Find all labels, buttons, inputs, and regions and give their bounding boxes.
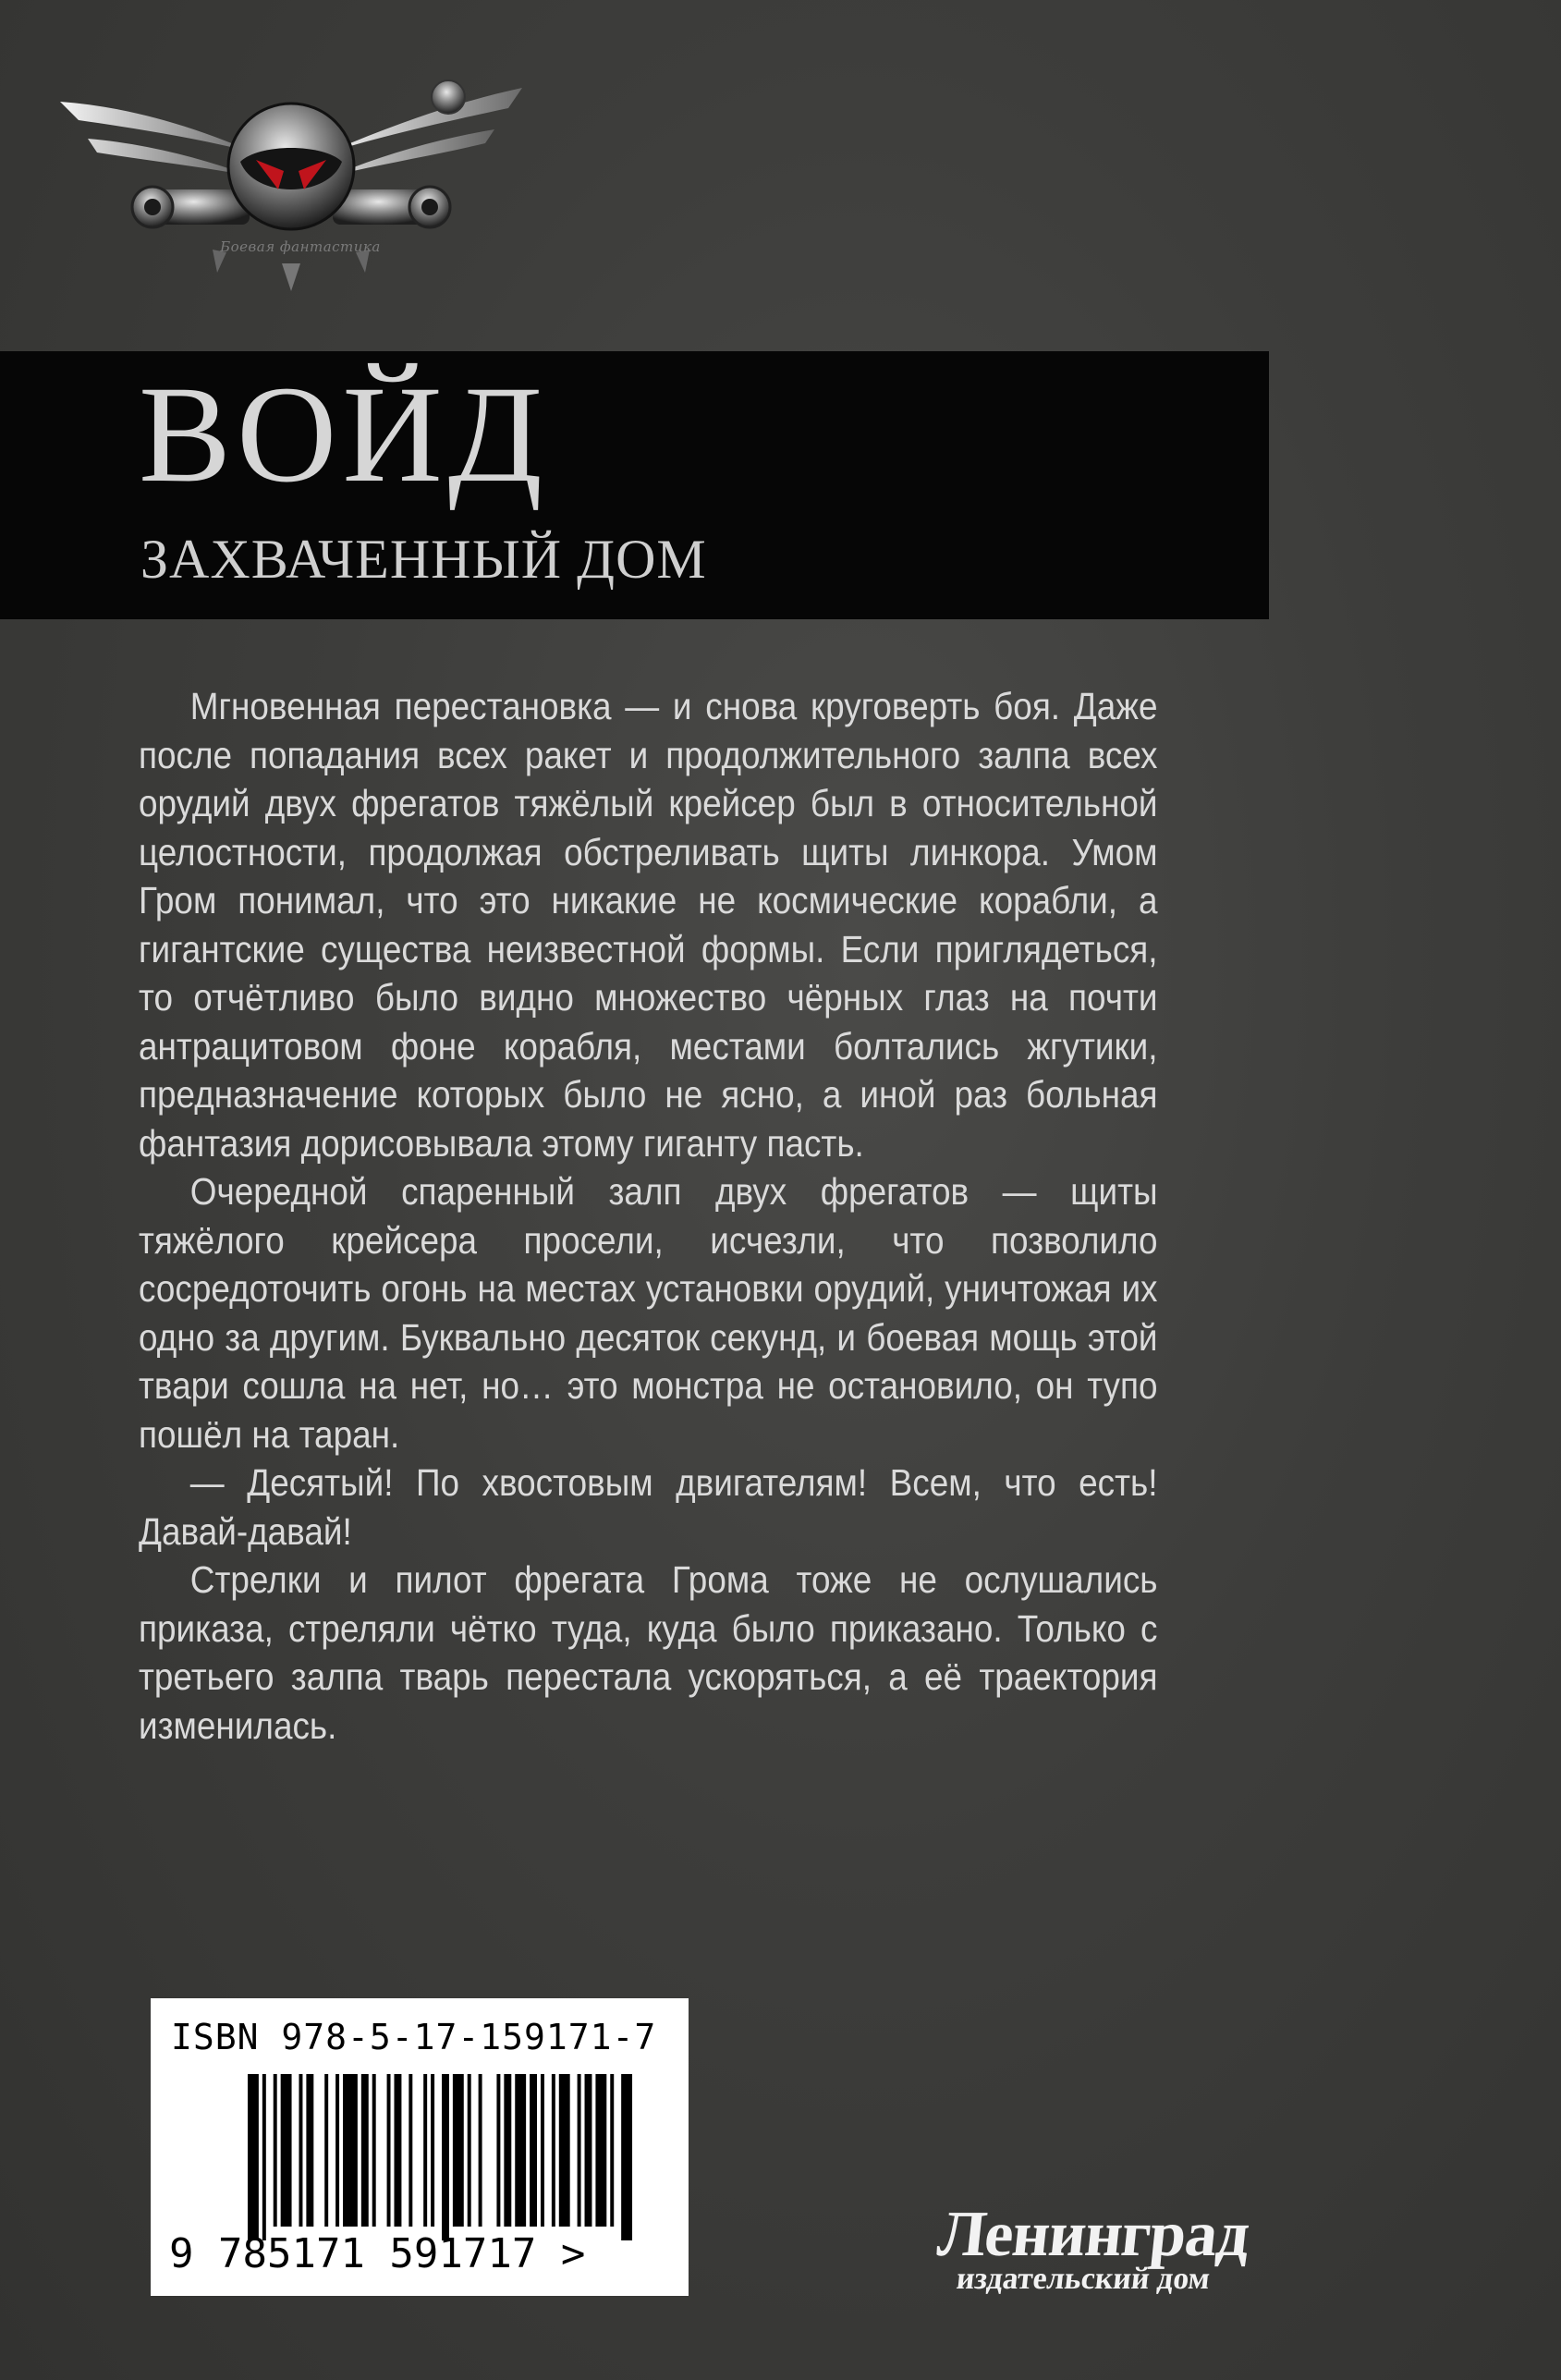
publisher-logo <box>934 2199 1289 2303</box>
blurb-text <box>139 682 1158 1750</box>
blurb-paragraph: — Десятый! По хвостовым двигателям! Всем, что есть! Давай-давай! <box>139 1461 1158 1553</box>
barcode-digits: 9 785171 591717 > <box>169 2230 586 2277</box>
series-logo <box>51 51 531 300</box>
publisher-name: Ленинград <box>934 2199 1252 2270</box>
publisher-subtitle: издательский дом <box>955 2262 1212 2296</box>
book-title: ВОЙД <box>139 358 549 511</box>
isbn-barcode-box <box>151 1998 689 2296</box>
series-caption: Боевая фантастика <box>220 238 381 255</box>
barcode-icon <box>248 2074 636 2240</box>
blurb-paragraph: Стрелки и пилот фрегата Грома тоже не ослушались приказа, стреляли чётко туда, куда было приказано. Только с третьего залпа тварь перестала ускоряться, а её траектория изменилась. <box>139 1558 1158 1747</box>
helmet-emblem-icon <box>51 51 531 300</box>
blurb-paragraph: Очередной спаренный залп двух фрегатов — щиты тяжёлого крейсера просели, исчезли, что позволило сосредоточить огонь на местах установки орудий, уничтожая их одно за другим. Буквально десяток секунд, и боевая мощь этой твари сошла на нет, но… это монстра не остановило, он тупо пошёл на таран. <box>139 1170 1158 1456</box>
blurb-paragraph: Мгновенная перестановка — и снова круговерть боя. Даже после попадания всех ракет и продолжительного залпа всех орудий двух фрегатов тяжёлый крейсер был в относительной целостности, продолжая обстреливать щиты линкора. Умом Гром понимал, что это никакие не космические корабли, а гигантские существа неизвестной формы. Если приглядеться, то отчётливо было видно множество чёрных глаз на почти антрацитовом фоне корабля, местами болтались жгутики, предназначение которых было не ясно, а иной раз больная фантазия дорисовывала этому гиганту пасть. <box>139 685 1158 1165</box>
book-subtitle: ЗАХВАЧЕННЫЙ ДОМ <box>140 529 707 590</box>
isbn-label: ISBN 978-5-17-159171-7 <box>171 2017 657 2057</box>
